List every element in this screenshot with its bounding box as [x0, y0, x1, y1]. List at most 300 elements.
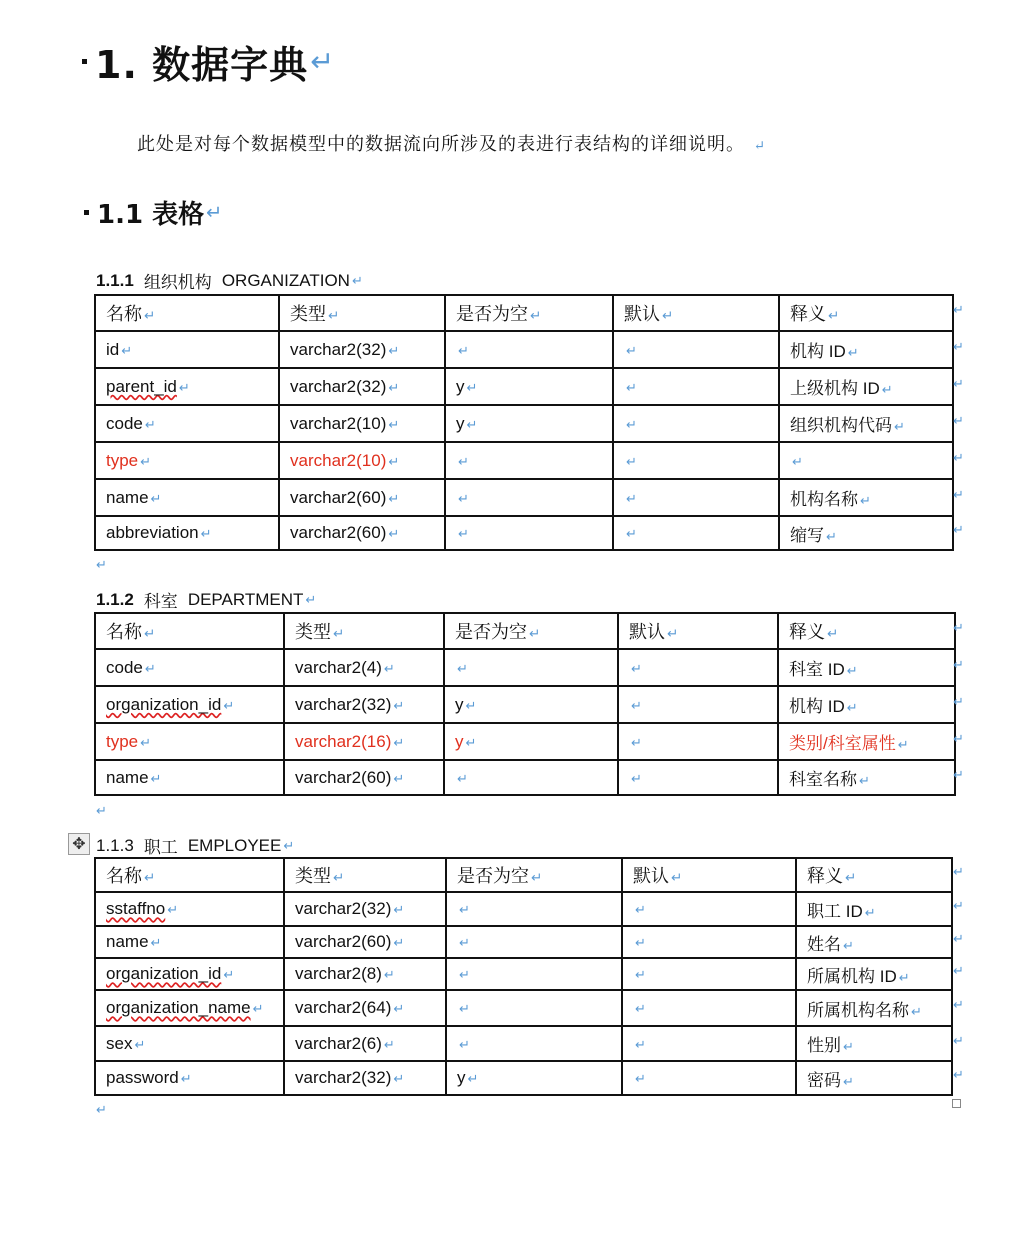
- cell-name[interactable]: [95, 368, 279, 405]
- cell-end-mark-icon: ↵: [459, 1036, 470, 1052]
- cell-text: 密码: [807, 1070, 841, 1090]
- cell-text: 职工 ID: [807, 901, 863, 921]
- cell-end-mark-icon: ↵: [626, 416, 637, 432]
- cell-type[interactable]: [279, 368, 445, 405]
- cell-nullable[interactable]: [444, 760, 618, 795]
- cell-nullable[interactable]: [444, 649, 618, 686]
- cell-end-mark-icon: ↵: [864, 904, 876, 920]
- row-end-mark-icon: ↵: [953, 413, 964, 429]
- cell-text: id: [106, 339, 120, 359]
- cell-type[interactable]: [284, 926, 446, 958]
- cell-end-mark-icon: ↵: [458, 526, 469, 541]
- cell-name[interactable]: [95, 686, 284, 723]
- cell-text: varchar2(60): [290, 523, 387, 542]
- cell-end-mark-icon: ↵: [333, 626, 345, 641]
- table-header-row: [95, 295, 953, 331]
- table-row: [95, 442, 953, 479]
- table-row: [95, 1061, 952, 1095]
- cell-end-mark-icon: ↵: [144, 308, 156, 323]
- cell-end-mark-icon: ↵: [843, 1073, 854, 1089]
- cell-type[interactable]: [279, 442, 445, 479]
- cell-end-mark-icon: ↵: [898, 969, 910, 985]
- cell-end-mark-icon: ↵: [459, 935, 470, 950]
- cell-meaning[interactable]: [778, 723, 955, 760]
- cell-nullable[interactable]: [446, 892, 622, 926]
- cell-end-mark-icon: ↵: [843, 937, 854, 953]
- cell-meaning[interactable]: [779, 368, 953, 405]
- cell-text: 类型: [290, 304, 326, 324]
- cell-end-mark-icon: ↵: [845, 870, 857, 885]
- cell-end-mark-icon: ↵: [860, 493, 871, 508]
- cell-end-mark-icon: ↵: [333, 870, 345, 885]
- paragraph-mark-icon: ↵: [96, 1103, 107, 1118]
- cell-default[interactable]: [618, 723, 778, 760]
- cell-text: 科室 ID: [789, 660, 845, 679]
- table-row: [95, 649, 955, 686]
- cell-type[interactable]: [284, 723, 444, 760]
- cell-end-mark-icon: ↵: [881, 382, 893, 397]
- cell-text: 科室名称: [789, 770, 857, 789]
- cell-end-mark-icon: ↵: [457, 660, 468, 676]
- paragraph-mark-icon: ↵: [96, 558, 107, 573]
- cell-text: varchar2(10): [290, 450, 387, 470]
- cell-end-mark-icon: ↵: [223, 967, 234, 982]
- cell-meaning[interactable]: [796, 1026, 952, 1061]
- cell-end-mark-icon: ↵: [393, 1071, 405, 1086]
- cell-name[interactable]: [95, 926, 284, 958]
- cell-text: y: [456, 413, 465, 433]
- paragraph-mark-icon: ↵: [206, 201, 223, 224]
- cell-text: y: [455, 694, 464, 714]
- heading-2: [84, 194, 222, 231]
- cell-end-mark-icon: ↵: [383, 1036, 395, 1052]
- cell-text: varchar2(60): [290, 487, 387, 507]
- cell-text: 默认: [633, 866, 669, 886]
- cell-text: 释义: [790, 304, 826, 324]
- cell-text: varchar2(10): [290, 413, 387, 433]
- table-row: [95, 958, 952, 990]
- cell-end-mark-icon: ↵: [635, 1036, 646, 1052]
- cell-text: type: [106, 450, 139, 470]
- heading-1-text: 1. 数据字典: [95, 43, 309, 87]
- cell-nullable[interactable]: [445, 479, 613, 516]
- row-end-mark-icon: ↵: [953, 964, 964, 979]
- cell-end-mark-icon: ↵: [150, 490, 162, 506]
- header-cell-meaning[interactable]: [778, 613, 955, 649]
- table-title-en: DEPARTMENT: [187, 589, 304, 609]
- cell-end-mark-icon: ↵: [388, 453, 400, 469]
- row-end-mark-icon: ↵: [953, 865, 964, 880]
- cell-type[interactable]: [279, 331, 445, 368]
- row-end-mark-icon: ↵: [953, 657, 964, 673]
- header-cell-type[interactable]: [284, 613, 444, 649]
- cell-text: 上级机构 ID: [790, 379, 880, 398]
- cell-text: 是否为空: [456, 304, 528, 324]
- cell-end-mark-icon: ↵: [144, 626, 156, 641]
- cell-end-mark-icon: ↵: [393, 697, 405, 713]
- cell-meaning[interactable]: [796, 1061, 952, 1095]
- cell-nullable[interactable]: [446, 926, 622, 958]
- cell-nullable[interactable]: [445, 331, 613, 368]
- header-cell-name[interactable]: [95, 858, 284, 892]
- cell-default[interactable]: [613, 331, 779, 368]
- cell-text: code: [106, 413, 143, 433]
- header-cell-nullable[interactable]: [445, 295, 613, 331]
- cell-nullable[interactable]: [445, 368, 613, 405]
- cell-name[interactable]: [95, 760, 284, 795]
- cell-end-mark-icon: ↵: [457, 770, 468, 786]
- cell-type[interactable]: [284, 1026, 446, 1061]
- cell-end-mark-icon: ↵: [792, 453, 803, 469]
- cell-text: 所属机构 ID: [807, 966, 897, 986]
- table-row: [95, 479, 953, 516]
- cell-default[interactable]: [622, 958, 796, 990]
- cell-default[interactable]: [618, 760, 778, 795]
- cell-end-mark-icon: ↵: [144, 660, 156, 676]
- cell-end-mark-icon: ↵: [626, 379, 637, 395]
- cell-end-mark-icon: ↵: [383, 660, 395, 676]
- cell-end-mark-icon: ↵: [393, 935, 405, 950]
- cell-text: code: [106, 657, 143, 677]
- cell-text: varchar2(32): [290, 376, 387, 396]
- table-row: [95, 926, 952, 958]
- cell-text: y: [457, 1068, 466, 1087]
- paragraph-mark-icon: ↵: [305, 591, 317, 607]
- table-row: [95, 516, 953, 550]
- cell-meaning[interactable]: [778, 686, 955, 723]
- row-end-mark-icon: ↵: [953, 487, 964, 503]
- cell-name[interactable]: [95, 649, 284, 686]
- header-cell-type[interactable]: [284, 858, 446, 892]
- cell-name[interactable]: [95, 479, 279, 516]
- cell-type[interactable]: [284, 1061, 446, 1095]
- cell-end-mark-icon: ↵: [121, 342, 132, 358]
- header-cell-default[interactable]: [613, 295, 779, 331]
- row-end-mark-icon: ↵: [953, 998, 964, 1013]
- cell-text: 默认: [624, 304, 660, 324]
- cell-name[interactable]: [95, 442, 279, 479]
- header-cell-nullable[interactable]: [444, 613, 618, 649]
- cell-name[interactable]: [95, 990, 284, 1026]
- cell-name[interactable]: [95, 331, 279, 368]
- cell-end-mark-icon: ↵: [459, 1001, 470, 1016]
- cell-end-mark-icon: ↵: [388, 526, 400, 541]
- cell-end-mark-icon: ↵: [662, 308, 674, 323]
- cell-end-mark-icon: ↵: [458, 453, 469, 469]
- cell-nullable[interactable]: [445, 405, 613, 442]
- cell-text: 是否为空: [457, 866, 529, 886]
- table-title-en: ORGANIZATION: [221, 270, 350, 290]
- cell-text: 名称: [106, 622, 142, 642]
- cell-default[interactable]: [622, 926, 796, 958]
- cell-default[interactable]: [613, 442, 779, 479]
- cell-end-mark-icon: ↵: [388, 379, 400, 395]
- cell-end-mark-icon: ↵: [635, 1001, 646, 1016]
- cell-text: varchar2(60): [295, 932, 392, 951]
- cell-text: varchar2(32): [295, 1068, 392, 1087]
- table-header-row: [95, 613, 955, 649]
- row-end-mark-icon: ↵: [953, 303, 964, 318]
- cell-end-mark-icon: ↵: [459, 902, 470, 917]
- header-cell-name[interactable]: [95, 295, 279, 331]
- cell-text: abbreviation: [106, 523, 199, 542]
- cell-end-mark-icon: ↵: [393, 1001, 405, 1016]
- cell-nullable[interactable]: [446, 990, 622, 1026]
- cell-text: 姓名: [807, 934, 841, 954]
- cell-text: 组织机构代码: [790, 416, 892, 435]
- cell-nullable[interactable]: [444, 686, 618, 723]
- row-end-mark-icon: ↵: [953, 694, 964, 710]
- cell-end-mark-icon: ↵: [635, 902, 646, 917]
- table-row: [95, 331, 953, 368]
- cell-meaning[interactable]: [779, 479, 953, 516]
- cell-end-mark-icon: ↵: [531, 870, 543, 885]
- cell-text: y: [455, 731, 464, 751]
- cell-end-mark-icon: ↵: [667, 626, 679, 641]
- paragraph-mark-icon: ↵: [310, 45, 335, 78]
- header-cell-default[interactable]: [622, 858, 796, 892]
- cell-text: 名称: [106, 304, 142, 324]
- row-end-mark-icon: ↵: [953, 621, 964, 636]
- table-employee: [94, 857, 953, 1096]
- header-cell-default[interactable]: [618, 613, 778, 649]
- cell-text: sex: [106, 1033, 133, 1053]
- intro-paragraph: [137, 130, 766, 156]
- cell-meaning[interactable]: [779, 442, 953, 479]
- cell-text: organization_id: [106, 694, 222, 714]
- cell-end-mark-icon: ↵: [328, 308, 340, 323]
- row-end-mark-icon: ↵: [953, 767, 964, 783]
- cell-end-mark-icon: ↵: [252, 1001, 264, 1016]
- cell-default[interactable]: [622, 892, 796, 926]
- cell-text: varchar2(6): [295, 1033, 382, 1053]
- cell-text: y: [456, 376, 465, 396]
- cell-meaning[interactable]: [779, 516, 953, 550]
- cell-end-mark-icon: ↵: [827, 626, 839, 641]
- cell-end-mark-icon: ↵: [826, 528, 837, 544]
- cell-end-mark-icon: ↵: [140, 734, 151, 750]
- cell-type[interactable]: [279, 479, 445, 516]
- header-cell-nullable[interactable]: [446, 858, 622, 892]
- cell-end-mark-icon: ↵: [626, 342, 637, 358]
- cell-end-mark-icon: ↵: [465, 734, 477, 750]
- cell-end-mark-icon: ↵: [393, 770, 405, 786]
- cell-end-mark-icon: ↵: [393, 734, 405, 750]
- cell-type[interactable]: [284, 990, 446, 1026]
- row-end-mark-icon: ↵: [953, 932, 964, 947]
- cell-text: type: [106, 731, 139, 751]
- cell-default[interactable]: [622, 1061, 796, 1095]
- paragraph-mark-icon: ↵: [351, 272, 363, 288]
- table-row: [95, 368, 953, 405]
- table-row: [95, 686, 955, 723]
- cell-meaning[interactable]: [796, 958, 952, 990]
- cell-type[interactable]: [284, 686, 444, 723]
- cell-text: 类型: [295, 866, 331, 886]
- cell-meaning[interactable]: [796, 990, 952, 1026]
- cell-text: varchar2(32): [290, 339, 387, 359]
- cell-end-mark-icon: ↵: [671, 870, 683, 885]
- heading-bullet-icon: [84, 210, 89, 215]
- table-header-row: [95, 858, 952, 892]
- cell-text: varchar2(60): [295, 767, 392, 787]
- cell-text: varchar2(64): [295, 998, 392, 1017]
- cell-end-mark-icon: ↵: [635, 1071, 646, 1086]
- cell-text: 是否为空: [455, 622, 527, 642]
- cell-end-mark-icon: ↵: [894, 419, 905, 434]
- cell-text: 名称: [106, 866, 142, 886]
- cell-end-mark-icon: ↵: [388, 416, 400, 432]
- table-row: [95, 1026, 952, 1061]
- cell-nullable[interactable]: [444, 723, 618, 760]
- cell-text: 释义: [807, 866, 843, 886]
- table-heading-organization: [96, 268, 363, 293]
- cell-meaning[interactable]: [796, 892, 952, 926]
- cell-name[interactable]: [95, 405, 279, 442]
- cell-meaning[interactable]: [779, 331, 953, 368]
- cell-text: 类别/科室属性: [789, 734, 896, 753]
- paragraph-mark-icon: ↵: [96, 804, 107, 819]
- cell-text: name: [106, 932, 149, 951]
- table-department: [94, 612, 956, 796]
- cell-name[interactable]: [95, 1061, 284, 1095]
- cell-default[interactable]: [622, 990, 796, 1026]
- intro-text: 此处是对每个数据模型中的数据流向所涉及的表进行表结构的详细说明。: [137, 134, 745, 155]
- cell-end-mark-icon: ↵: [635, 935, 646, 950]
- table-row: [95, 990, 952, 1026]
- row-end-mark-icon: ↵: [953, 376, 964, 392]
- table-title-cn: 组织机构: [143, 273, 212, 292]
- cell-end-mark-icon: ↵: [459, 967, 470, 982]
- cell-text: organization_id: [106, 964, 222, 983]
- cell-meaning[interactable]: [778, 649, 955, 686]
- cell-text: organization_name: [106, 998, 251, 1017]
- cell-text: password: [106, 1068, 179, 1087]
- cell-text: name: [106, 487, 149, 507]
- cell-end-mark-icon: ↵: [846, 700, 858, 715]
- cell-name[interactable]: [95, 958, 284, 990]
- row-end-mark-icon: ↵: [953, 523, 964, 538]
- cell-end-mark-icon: ↵: [393, 902, 405, 917]
- cell-end-mark-icon: ↵: [223, 697, 234, 713]
- cell-text: 类型: [295, 622, 331, 642]
- table-resize-handle-icon[interactable]: [952, 1099, 961, 1108]
- cell-end-mark-icon: ↵: [383, 967, 395, 982]
- cell-text: varchar2(16): [295, 731, 392, 751]
- row-end-mark-icon: ↵: [953, 1033, 964, 1049]
- cell-name[interactable]: [95, 516, 279, 550]
- cell-default[interactable]: [613, 405, 779, 442]
- cell-type[interactable]: [284, 892, 446, 926]
- cell-end-mark-icon: ↵: [626, 453, 637, 469]
- cell-end-mark-icon: ↵: [144, 870, 156, 885]
- row-end-mark-icon: ↵: [953, 731, 964, 747]
- cell-nullable[interactable]: [446, 1026, 622, 1061]
- cell-type[interactable]: [284, 649, 444, 686]
- row-end-mark-icon: ↵: [953, 1068, 964, 1083]
- cell-nullable[interactable]: [445, 516, 613, 550]
- cell-end-mark-icon: ↵: [631, 770, 642, 786]
- cell-name[interactable]: [95, 892, 284, 926]
- cell-end-mark-icon: ↵: [631, 660, 642, 676]
- cell-name[interactable]: [95, 723, 284, 760]
- cell-text: 默认: [629, 622, 665, 642]
- cell-type[interactable]: [284, 958, 446, 990]
- table-row: [95, 723, 955, 760]
- table-move-icon[interactable]: ✥: [68, 833, 90, 855]
- cell-end-mark-icon: ↵: [388, 342, 400, 358]
- table-row: [95, 892, 952, 926]
- cell-nullable[interactable]: [446, 958, 622, 990]
- cell-end-mark-icon: ↵: [467, 1071, 479, 1086]
- cell-meaning[interactable]: [796, 926, 952, 958]
- cell-end-mark-icon: ↵: [635, 967, 646, 982]
- cell-end-mark-icon: ↵: [140, 453, 151, 469]
- cell-meaning[interactable]: [779, 405, 953, 442]
- cell-end-mark-icon: ↵: [631, 697, 642, 713]
- cell-default[interactable]: [613, 479, 779, 516]
- heading-1: [82, 34, 335, 89]
- cell-end-mark-icon: ↵: [626, 490, 637, 506]
- header-cell-name[interactable]: [95, 613, 284, 649]
- cell-default[interactable]: [618, 649, 778, 686]
- cell-end-mark-icon: ↵: [458, 490, 469, 506]
- cell-end-mark-icon: ↵: [631, 734, 642, 750]
- header-cell-type[interactable]: [279, 295, 445, 331]
- cell-nullable[interactable]: [445, 442, 613, 479]
- cell-default[interactable]: [613, 368, 779, 405]
- header-cell-meaning[interactable]: [779, 295, 953, 331]
- table-title-cn: 科室: [143, 592, 178, 611]
- heading-bullet-icon: [82, 59, 87, 64]
- cell-default[interactable]: [613, 516, 779, 550]
- cell-default[interactable]: [618, 686, 778, 723]
- cell-end-mark-icon: ↵: [178, 379, 190, 395]
- table-number: 1.1.3: [96, 835, 134, 855]
- row-end-mark-icon: ↵: [953, 899, 964, 914]
- cell-end-mark-icon: ↵: [167, 902, 178, 917]
- header-cell-meaning[interactable]: [796, 858, 952, 892]
- cell-text: 所属机构名称: [807, 1000, 909, 1020]
- cell-end-mark-icon: ↵: [150, 770, 162, 786]
- cell-text: 机构 ID: [789, 697, 845, 716]
- cell-type[interactable]: [279, 405, 445, 442]
- cell-end-mark-icon: ↵: [859, 773, 870, 788]
- cell-end-mark-icon: ↵: [458, 342, 469, 358]
- cell-name[interactable]: [95, 1026, 284, 1061]
- cell-end-mark-icon: ↵: [388, 490, 400, 506]
- cell-end-mark-icon: ↵: [200, 526, 212, 541]
- table-number: 1.1.1: [96, 270, 134, 290]
- cell-end-mark-icon: ↵: [466, 379, 478, 395]
- cell-text: varchar2(32): [295, 694, 392, 714]
- cell-end-mark-icon: ↵: [465, 697, 477, 713]
- cell-type[interactable]: [284, 760, 444, 795]
- cell-text: varchar2(4): [295, 657, 382, 677]
- cell-default[interactable]: [622, 1026, 796, 1061]
- cell-meaning[interactable]: [778, 760, 955, 795]
- cell-end-mark-icon: ↵: [843, 1039, 854, 1054]
- cell-text: 机构名称: [790, 490, 858, 509]
- cell-text: varchar2(8): [295, 964, 382, 983]
- cell-text: 机构 ID: [790, 342, 846, 361]
- cell-nullable[interactable]: [446, 1061, 622, 1095]
- cell-text: parent_id: [106, 376, 177, 396]
- cell-end-mark-icon: ↵: [529, 626, 541, 641]
- cell-type[interactable]: [279, 516, 445, 550]
- cell-text: 性别: [807, 1036, 841, 1055]
- paragraph-mark-icon: ↵: [753, 138, 767, 154]
